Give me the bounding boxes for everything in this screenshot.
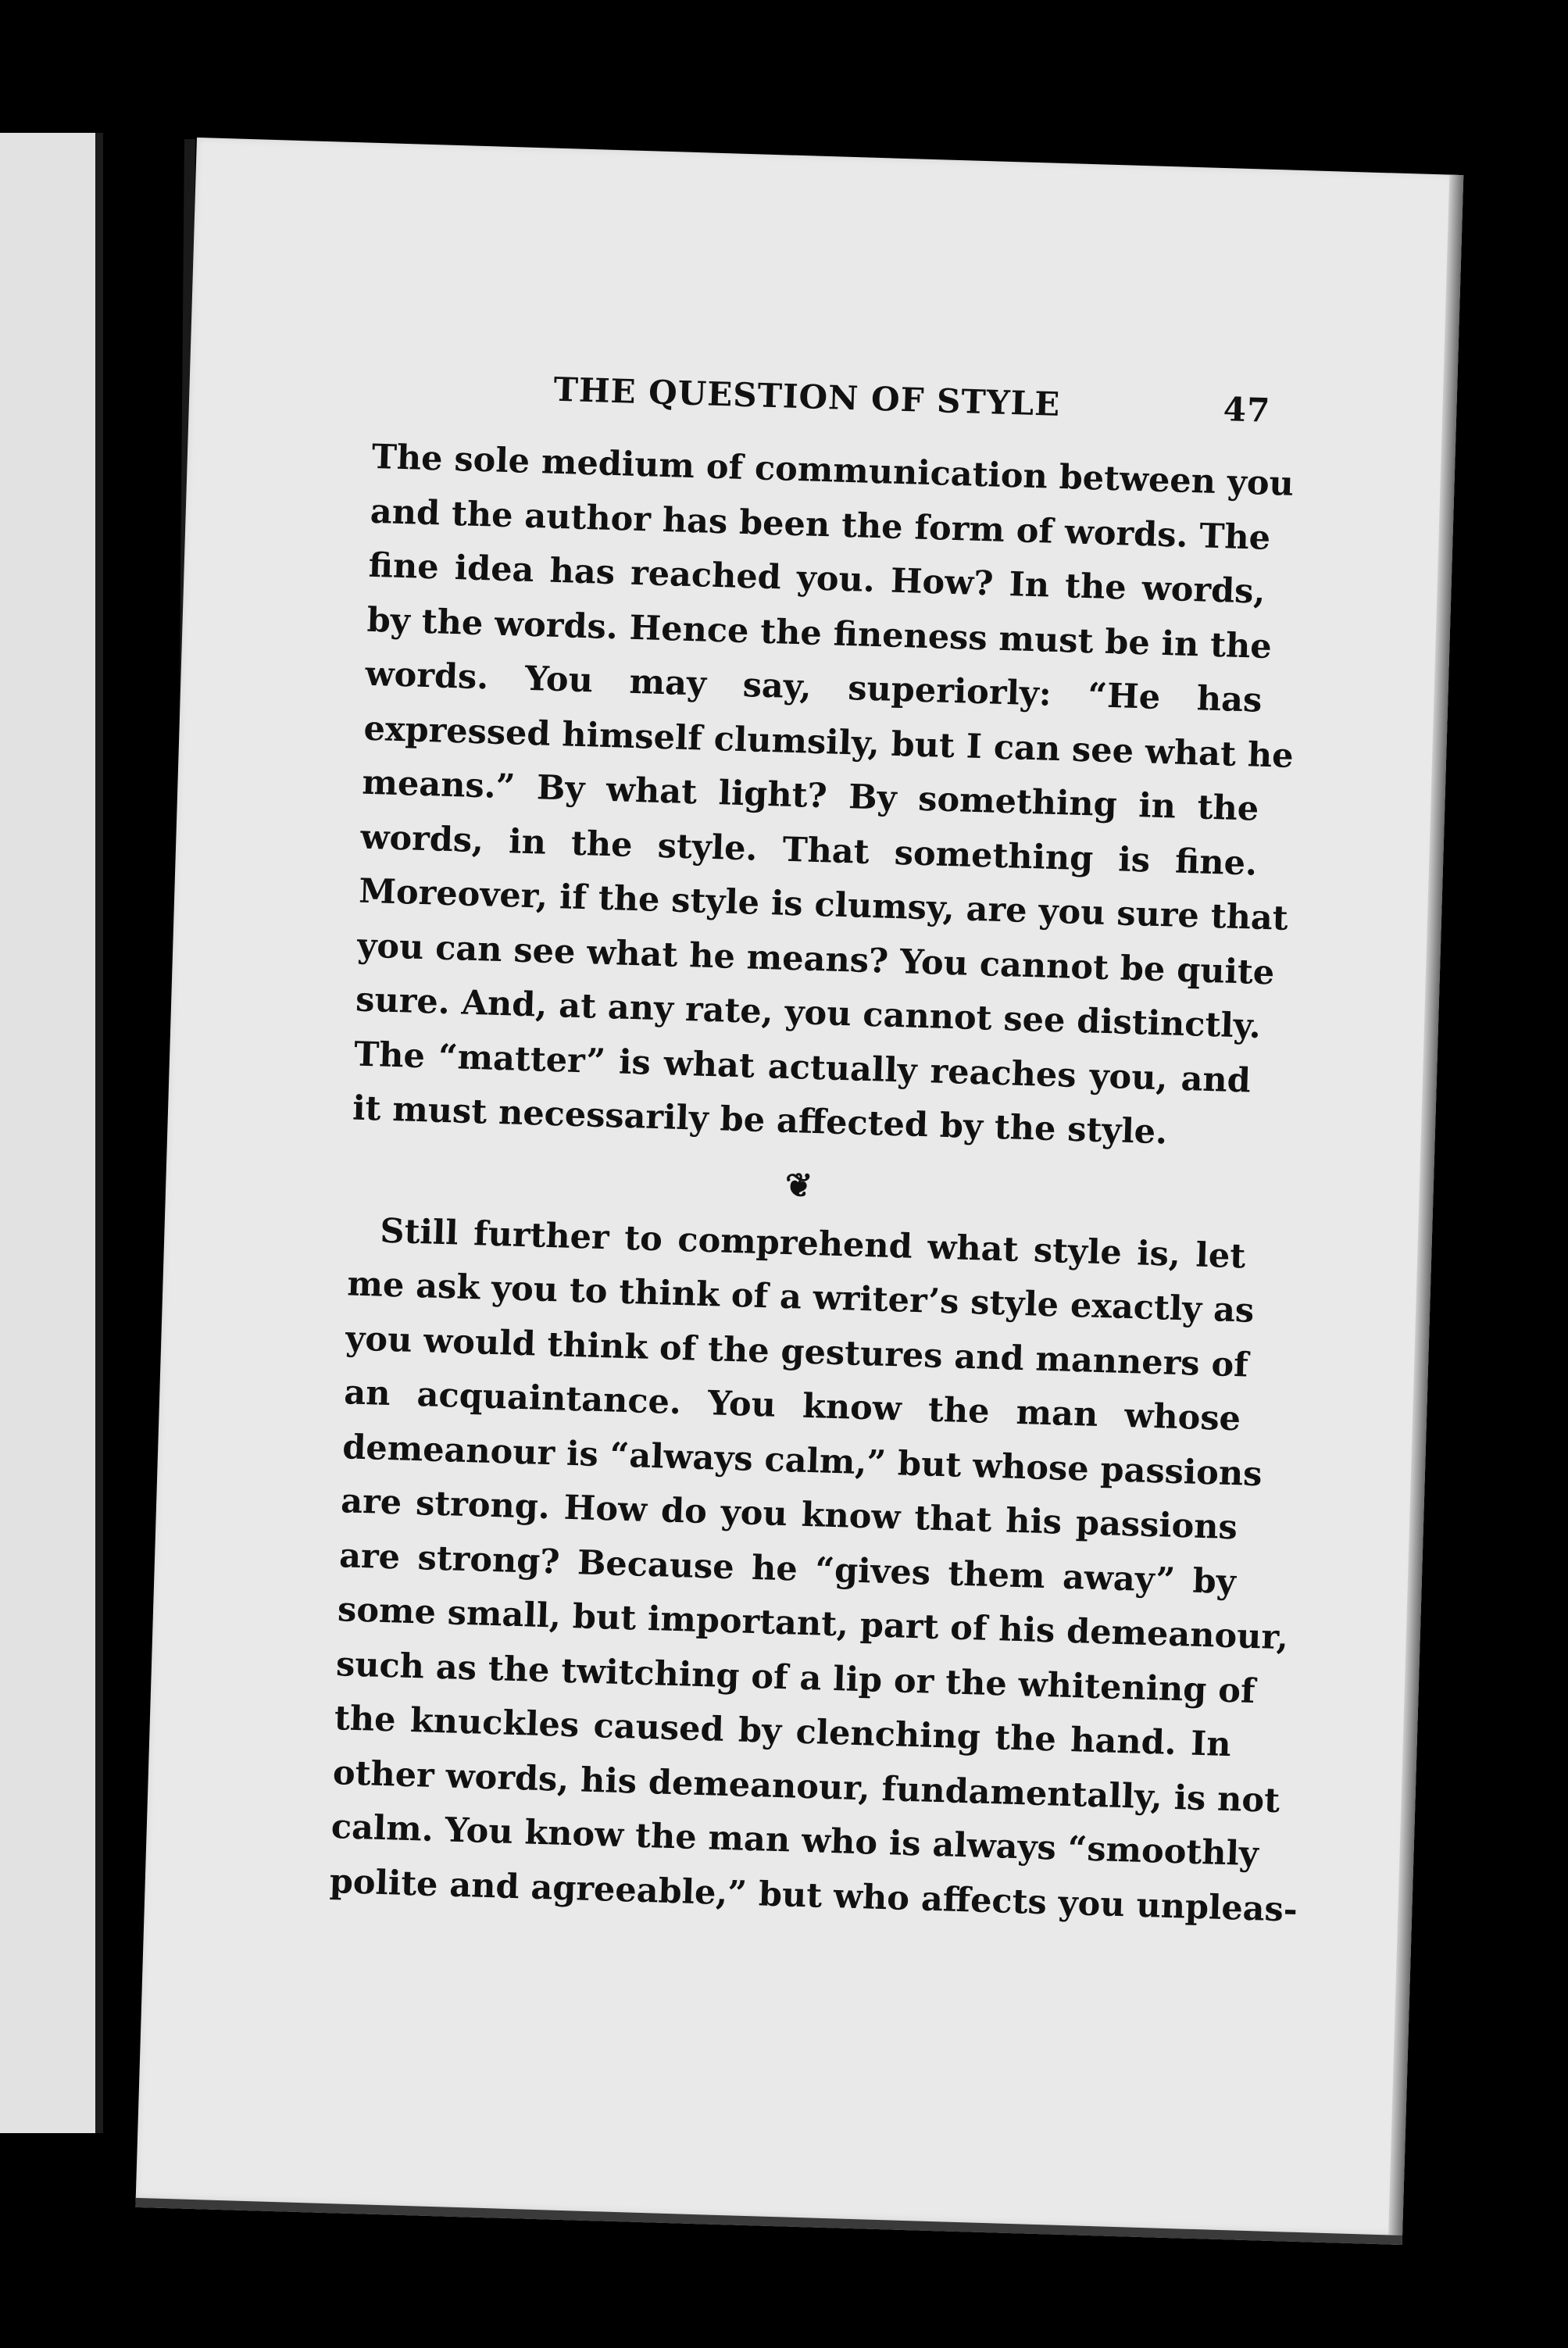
text-line: the knuckles caused by clenching the hand. In xyxy=(334,1699,1232,1765)
text-line: and the author has been the form of words. The xyxy=(370,491,1271,558)
text-line: some small, but important, part of his demeanour, xyxy=(337,1590,1289,1658)
facing-page-edge xyxy=(0,133,103,2133)
text-line: me ask you to think of a writer’s style exactly as xyxy=(346,1264,1255,1331)
text-line: demeanour is “always calm,” but whose passions xyxy=(341,1427,1263,1494)
text-line: words. You may say, superiorly: “He has xyxy=(364,654,1263,720)
text-line: polite and agreeable,” but who affects you unpleas- xyxy=(329,1861,1298,1930)
text-line: other words, his demeanour, fundamentally, is not xyxy=(332,1753,1280,1821)
text-line: are strong. How do you know that his passions xyxy=(340,1481,1238,1548)
text-line: words, in the style. That something is fine. xyxy=(359,817,1258,884)
text-line: sure. And, at any rate, you cannot see distinctly. xyxy=(355,980,1262,1046)
paragraph-1 xyxy=(352,431,1295,1163)
text-line: you can see what he means? You cannot be quite xyxy=(356,926,1275,992)
paragraph-2 xyxy=(329,1203,1298,1935)
text-line: Moreover, if the style is clumsy, are you sure that xyxy=(358,871,1289,938)
text-line: you would think of the gestures and manners of xyxy=(345,1318,1249,1385)
text-line: fine idea has reached you. How? In the words, xyxy=(368,545,1266,612)
text-line: by the words. Hence the fineness must be in the xyxy=(366,600,1273,667)
text-line: such as the twitching of a lip or the whitening of xyxy=(335,1644,1256,1711)
page-edge-shadow xyxy=(1388,175,1464,2245)
body-text xyxy=(329,431,1298,1935)
running-title: THE QUESTION OF STYLE xyxy=(552,370,1061,423)
text-line: The sole medium of communication between you xyxy=(371,437,1295,504)
book-page xyxy=(135,138,1463,2245)
page-number: 47 xyxy=(1223,390,1271,430)
text-line: Still further to comprehend what style is, let xyxy=(379,1211,1246,1276)
text-line: calm. You know the man who is always “smoothly xyxy=(330,1807,1259,1874)
text-line: an acquaintance. You know the man whose xyxy=(343,1373,1241,1439)
text-line: are strong? Because he “gives them away” by xyxy=(338,1535,1237,1602)
page-bottom-edge xyxy=(135,2198,1402,2245)
text-line: means.” By what light? By something in the xyxy=(361,763,1259,829)
text-line: expressed himself clumsily, but I can see what he xyxy=(363,709,1295,776)
section-ornament-icon: ❦ xyxy=(784,1165,813,1205)
text-line: it must necessarily be affected by the style. xyxy=(352,1088,1168,1153)
text-line: The “matter” is what actually reaches you, and xyxy=(353,1034,1252,1101)
text-block xyxy=(329,365,1298,1935)
